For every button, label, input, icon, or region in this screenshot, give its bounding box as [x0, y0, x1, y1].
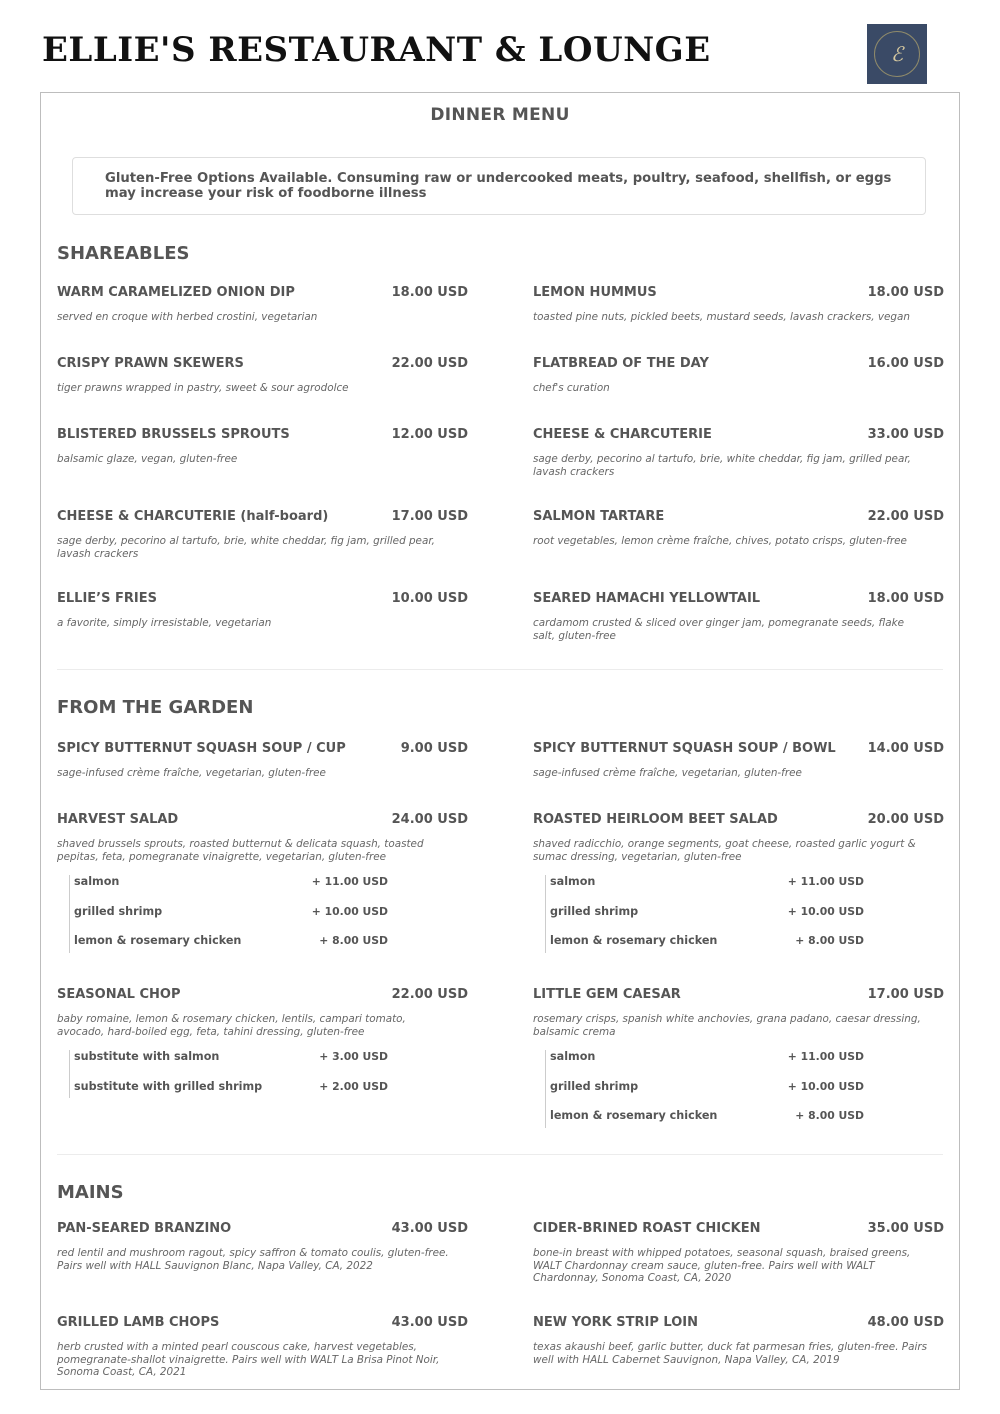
item-name: ROASTED HEIRLOOM BEET SALAD: [533, 812, 778, 827]
item-price: 48.00 USD: [867, 1315, 944, 1330]
add-on-name: lemon & rosemary chicken: [550, 934, 718, 947]
menu-title: DINNER MENU: [430, 105, 570, 125]
menu-item: [57, 591, 468, 651]
add-on-option: [546, 1080, 864, 1109]
item-name: CIDER-BRINED ROAST CHICKEN: [533, 1221, 761, 1236]
section-divider: [57, 669, 943, 670]
item-name: ELLIE’S FRIES: [57, 591, 157, 606]
add-on-option: [546, 1109, 864, 1138]
add-on-list: [545, 1050, 866, 1128]
menu-item: [57, 509, 468, 569]
item-name: LEMON HUMMUS: [533, 285, 657, 300]
item-name: CRISPY PRAWN SKEWERS: [57, 356, 244, 371]
item-price: 33.00 USD: [867, 427, 944, 442]
item-description: bone-in breast with whipped potatoes, seasonal squash, braised greens, WALT Chardonnay cream sauce, gluten-free. Pairs well with WALT Chardonnay, Sonoma Coast, CA, 2020: [533, 1247, 911, 1284]
item-description: root vegetables, lemon crème fraîche, chives, potato crisps, gluten-free: [533, 535, 907, 547]
item-description: tiger prawns wrapped in pastry, sweet & sour agrodolce: [57, 382, 349, 394]
menu-item: [533, 285, 944, 345]
menu-item: [533, 356, 944, 416]
item-name: FLATBREAD OF THE DAY: [533, 356, 709, 371]
add-on-option: [70, 905, 388, 934]
add-on-name: salmon: [550, 875, 596, 888]
menu-item: [57, 427, 468, 487]
item-description: a favorite, simply irresistable, vegetarian: [57, 617, 272, 629]
item-description: herb crusted with a minted pearl couscous cake, harvest vegetables, pomegranate-shallot vinaigrette. Pairs well with WALT La Brisa Pinot Noir, Sonoma Coast, CA, 2021: [57, 1341, 440, 1378]
menu-item: [533, 427, 944, 487]
add-on-option: [546, 934, 864, 963]
menu-item: [533, 1315, 944, 1375]
menu-item: [533, 509, 944, 569]
item-price: 18.00 USD: [867, 285, 944, 300]
add-on-price: + 8.00 USD: [319, 934, 388, 947]
item-price: 18.00 USD: [867, 591, 944, 606]
item-name: GRILLED LAMB CHOPS: [57, 1315, 220, 1330]
add-on-price: + 10.00 USD: [311, 904, 388, 918]
item-price: 22.00 USD: [391, 356, 468, 371]
menu-item: [533, 987, 944, 1047]
item-name: PAN-SEARED BRANZINO: [57, 1221, 232, 1236]
item-name: LITTLE GEM CAESAR: [533, 987, 681, 1002]
menu-section: [57, 243, 943, 703]
item-price: 10.00 USD: [391, 591, 468, 606]
item-price: 35.00 USD: [867, 1221, 944, 1236]
item-description: toasted pine nuts, pickled beets, mustard seeds, lavash crackers, vegan: [533, 311, 910, 323]
add-on-price: + 10.00 USD: [787, 904, 864, 918]
item-description: shaved brussels sprouts, roasted butternut & delicata squash, toasted pepitas, feta, pomegranate vinaigrette, vegetarian, gluten-free: [57, 838, 424, 863]
add-on-price: + 11.00 USD: [787, 1050, 864, 1063]
item-description: sage-infused crème fraîche, vegetarian, gluten-free: [533, 767, 802, 779]
item-description: baby romaine, lemon & rosemary chicken, lentils, campari tomato, avocado, hard-boiled egg, feta, tahini dressing, gluten-free: [57, 1013, 406, 1038]
section-title: SHAREABLES: [57, 243, 190, 264]
item-price: 22.00 USD: [391, 987, 468, 1002]
menu-item: [57, 1315, 468, 1378]
menu-item: [533, 591, 944, 651]
item-name: HARVEST SALAD: [57, 812, 179, 827]
item-price: 12.00 USD: [391, 427, 468, 442]
item-price: 14.00 USD: [867, 741, 944, 756]
item-description: sage-infused crème fraîche, vegetarian, gluten-free: [57, 767, 326, 779]
add-on-option: [70, 875, 388, 904]
add-on-list: [69, 875, 390, 953]
menu-frame: [40, 92, 960, 1390]
item-price: 20.00 USD: [867, 812, 944, 827]
item-price: 43.00 USD: [391, 1221, 468, 1236]
add-on-price: + 8.00 USD: [795, 934, 864, 947]
item-description: cardamom crusted & sliced over ginger jam, pomegranate seeds, flake salt, gluten-free: [533, 617, 904, 642]
add-on-option: [70, 1050, 388, 1079]
menu-item: [57, 356, 468, 416]
section-title: MAINS: [57, 1182, 124, 1203]
item-name: SPICY BUTTERNUT SQUASH SOUP / BOWL: [533, 741, 836, 756]
menu-item: [533, 741, 944, 801]
item-price: 22.00 USD: [867, 509, 944, 524]
add-on-name: lemon & rosemary chicken: [550, 1109, 718, 1122]
add-on-price: + 3.00 USD: [319, 1050, 388, 1063]
add-on-list: [69, 1050, 390, 1098]
add-on-price: + 11.00 USD: [311, 875, 388, 888]
section-title: FROM THE GARDEN: [57, 697, 254, 718]
item-description: chef's curation: [533, 382, 610, 394]
item-name: WARM CARAMELIZED ONION DIP: [57, 285, 295, 300]
menu-item: [57, 741, 468, 801]
menu-section: [57, 697, 943, 1157]
add-on-name: grilled shrimp: [550, 1079, 639, 1093]
menu-section: [57, 1182, 943, 1390]
item-price: 17.00 USD: [867, 987, 944, 1002]
logo-ring: [874, 31, 920, 77]
section-divider: [57, 1154, 943, 1155]
page-header: [40, 26, 960, 88]
add-on-price: + 2.00 USD: [319, 1079, 388, 1093]
item-price: 17.00 USD: [391, 509, 468, 524]
add-on-name: grilled shrimp: [550, 904, 639, 918]
menu-item: [57, 1221, 468, 1281]
add-on-price: + 10.00 USD: [787, 1079, 864, 1093]
add-on-price: + 11.00 USD: [787, 875, 864, 888]
add-on-option: [546, 1050, 864, 1079]
add-on-name: salmon: [74, 875, 120, 888]
item-name: CHEESE & CHARCUTERIE (half-board): [57, 509, 329, 524]
menu-item: [57, 285, 468, 345]
item-description: sage derby, pecorino al tartufo, brie, white cheddar, fig jam, grilled pear, lavash crackers: [57, 535, 435, 560]
add-on-name: substitute with grilled shrimp: [74, 1079, 263, 1093]
add-on-name: lemon & rosemary chicken: [74, 934, 242, 947]
restaurant-logo-icon: [867, 24, 927, 84]
item-price: 43.00 USD: [391, 1315, 468, 1330]
item-name: CHEESE & CHARCUTERIE: [533, 427, 712, 442]
add-on-option: [546, 875, 864, 904]
menu-item: [533, 812, 944, 872]
logo-monogram: ℰ: [890, 42, 904, 66]
item-description: red lentil and mushroom ragout, spicy saffron & tomato coulis, gluten-free. Pairs well with HALL Sauvignon Blanc, Napa Valley, CA, 2022: [57, 1247, 449, 1272]
item-name: SALMON TARTARE: [533, 509, 665, 524]
add-on-name: substitute with salmon: [74, 1050, 220, 1063]
add-on-option: [546, 905, 864, 934]
menu-item: [57, 987, 468, 1047]
menu-item: [57, 812, 468, 872]
add-on-option: [70, 1080, 388, 1109]
item-name: NEW YORK STRIP LOIN: [533, 1315, 698, 1330]
item-name: SEASONAL CHOP: [57, 987, 181, 1002]
item-description: sage derby, pecorino al tartufo, brie, white cheddar, fig jam, grilled pear, lavash crackers: [533, 453, 911, 478]
item-name: SPICY BUTTERNUT SQUASH SOUP / CUP: [57, 741, 346, 756]
add-on-option: [70, 934, 388, 963]
item-name: BLISTERED BRUSSELS SPROUTS: [57, 427, 290, 442]
restaurant-title: ELLIE'S RESTAURANT & LOUNGE: [42, 30, 711, 70]
item-price: 9.00 USD: [400, 741, 468, 756]
add-on-price: + 8.00 USD: [795, 1109, 864, 1122]
item-price: 18.00 USD: [391, 285, 468, 300]
item-description: rosemary crisps, spanish white anchovies, grana padano, caesar dressing, balsamic crema: [533, 1013, 921, 1038]
menu-item: [533, 1221, 944, 1284]
add-on-list: [545, 875, 866, 953]
item-description: texas akaushi beef, garlic butter, duck fat parmesan fries, gluten-free. Pairs well with HALL Cabernet Sauvignon, Napa Valley, CA, 2019: [533, 1341, 928, 1366]
item-price: 24.00 USD: [391, 812, 468, 827]
add-on-name: salmon: [550, 1050, 596, 1063]
allergy-notice: Gluten-Free Options Available. Consuming raw or undercooked meats, poultry, seafood, shellfish, or eggs may increase your risk of foodborne illness: [72, 157, 926, 215]
item-description: balsamic glaze, vegan, gluten-free: [57, 453, 238, 465]
item-description: shaved radicchio, orange segments, goat cheese, roasted garlic yogurt & sumac dressing, vegetarian, gluten-free: [533, 838, 916, 863]
item-name: SEARED HAMACHI YELLOWTAIL: [533, 591, 761, 606]
item-description: served en croque with herbed crostini, vegetarian: [57, 311, 318, 323]
add-on-name: grilled shrimp: [74, 904, 163, 918]
item-price: 16.00 USD: [867, 356, 944, 371]
